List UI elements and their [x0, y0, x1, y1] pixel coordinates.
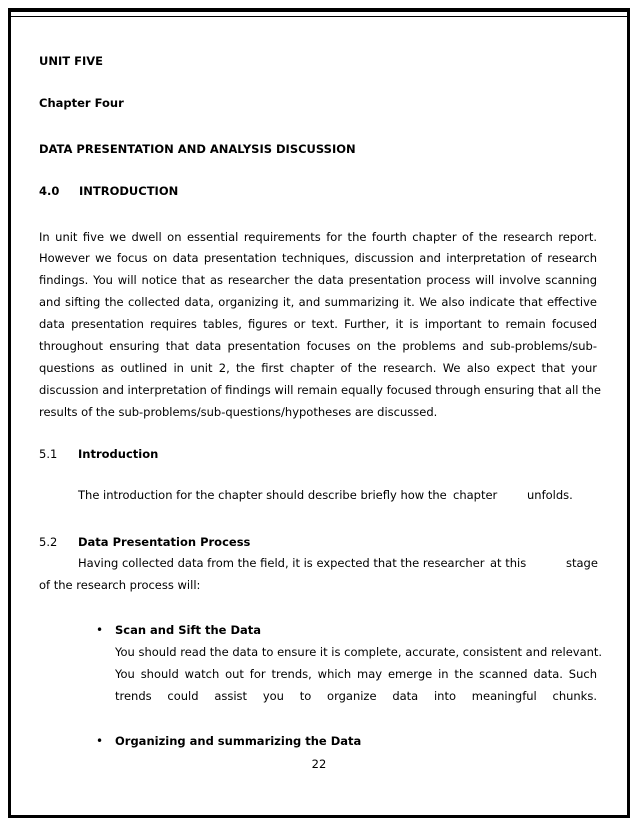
chapter-heading: Chapter Four	[39, 96, 124, 110]
section-number-4-0: 4.0	[39, 184, 60, 198]
intro-line-4: and sifting the collected data, organizing it, and summarizing it. We also indicate that effective	[39, 295, 597, 309]
unit-heading: UNIT FIVE	[39, 54, 103, 68]
section-5-2-text-line2: of the research process will:	[39, 578, 201, 592]
page-border-inner-line	[8, 16, 630, 17]
section-number-5-1: 5.1	[39, 447, 58, 461]
bullet-organizing: •	[96, 734, 104, 748]
scan-sift-line-3: trends could assist you to organize data into meaningful chunks.	[115, 689, 597, 703]
section-5-1-text-a: The introduction for the chapter should describe briefly how the	[78, 488, 447, 502]
intro-line-1: In unit five we dwell on essential requirements for the fourth chapter of the research report.	[39, 230, 597, 244]
section-title-introduction: INTRODUCTION	[79, 184, 179, 198]
intro-line-3: findings. You will notice that as researcher the data presentation process will involve scanning	[39, 273, 597, 287]
intro-line-2: However we focus on data presentation techniques, discussion and interpretation of research	[39, 251, 597, 265]
bullet-title-organizing: Organizing and summarizing the Data	[115, 734, 362, 748]
page-number: 22	[311, 757, 327, 771]
intro-line-5: data presentation requires tables, figures or text. Further, it is important to remain focused	[39, 317, 597, 331]
intro-line-8: discussion and interpretation of findings will remain equally focused through ensuring that all the	[39, 383, 601, 397]
section-5-2-text-a: Having collected data from the field, it is expected that the researcher	[78, 556, 485, 570]
intro-line-7: questions as outlined in unit 2, the first chapter of the research. We also expect that your	[39, 361, 597, 375]
scan-sift-line-2: You should watch out for trends, which may emerge in the scanned data. Such	[115, 667, 597, 681]
intro-line-9: results of the sub-problems/sub-questions/hypotheses are discussed.	[39, 405, 438, 419]
section-5-1-text-c: unfolds.	[527, 488, 573, 502]
intro-line-6: throughout ensuring that data presentation focuses on the problems and sub-problems/sub-	[39, 339, 597, 353]
section-5-2-text-b: at this	[490, 556, 527, 570]
bullet-scan-sift: •	[96, 623, 104, 637]
document-title: DATA PRESENTATION AND ANALYSIS DISCUSSION	[39, 142, 356, 156]
section-5-1-text-b: chapter	[453, 488, 498, 502]
section-title-5-1: Introduction	[78, 447, 159, 461]
section-5-2-text-c: stage	[566, 556, 598, 570]
section-number-5-2: 5.2	[39, 535, 58, 549]
section-title-5-2: Data Presentation Process	[78, 535, 251, 549]
bullet-title-scan-sift: Scan and Sift the Data	[115, 623, 262, 637]
scan-sift-line-1: You should read the data to ensure it is complete, accurate, consistent and relevant.	[115, 645, 603, 659]
